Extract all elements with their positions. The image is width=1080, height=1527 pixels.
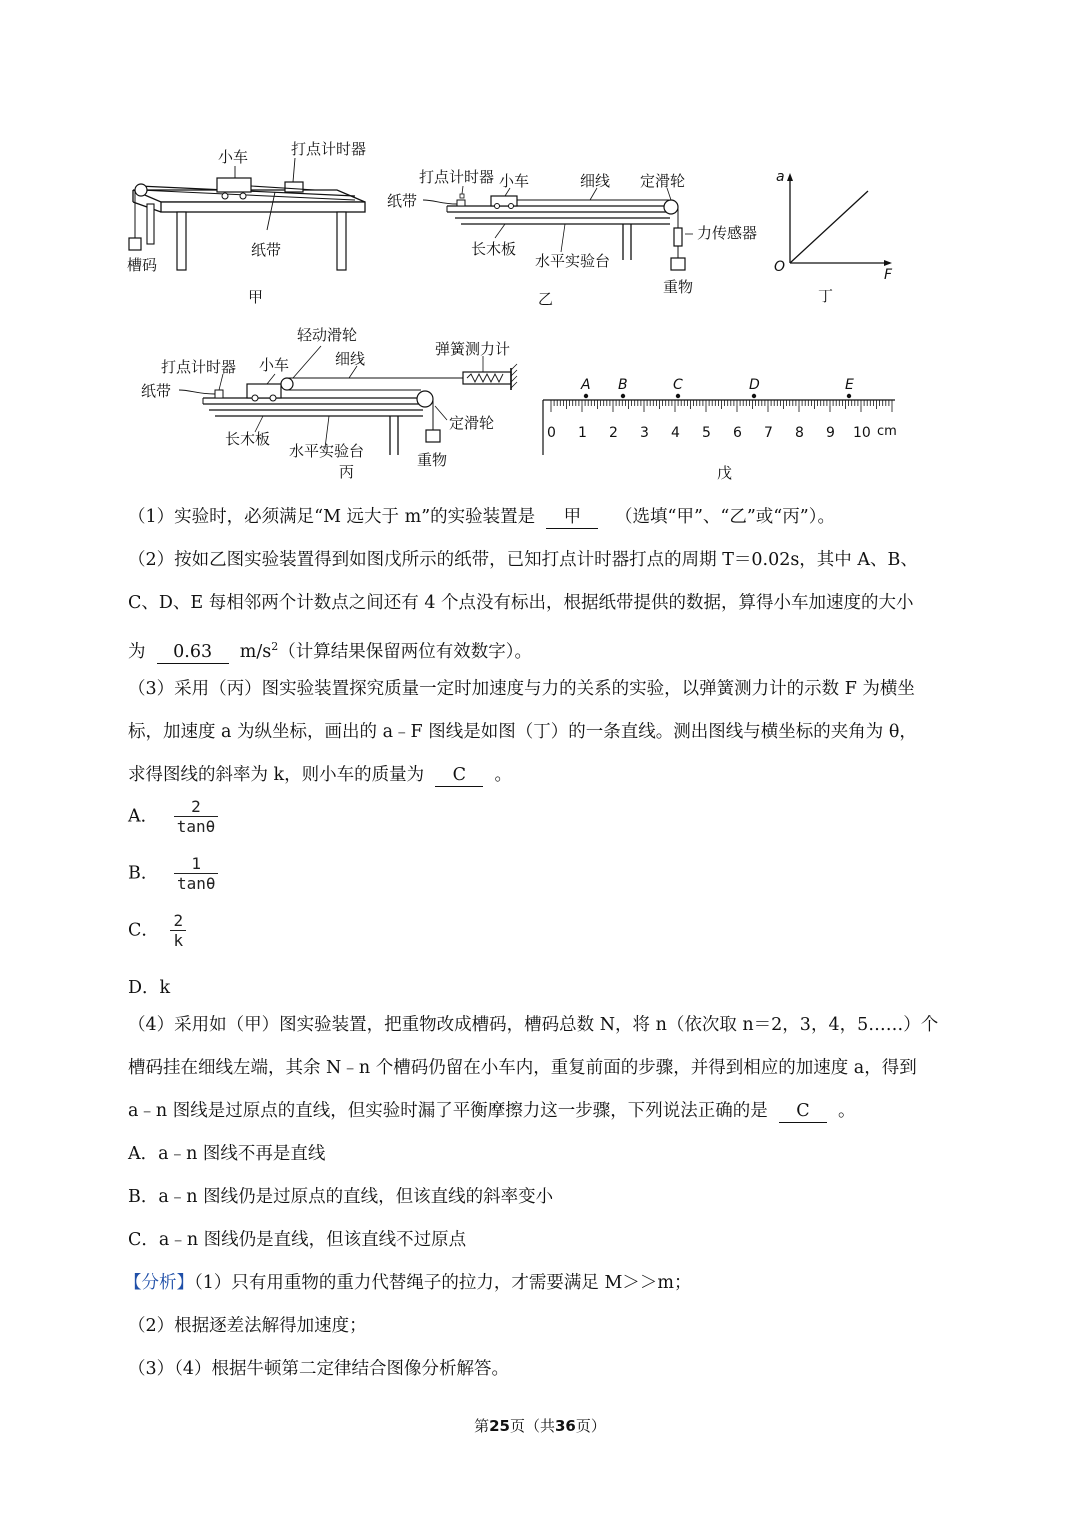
question-4	[124, 1004, 980, 1391]
label-string: 细线	[335, 350, 366, 368]
axis-f: F	[884, 267, 893, 283]
analysis-line-2: （2）根据逐差法解得加速度；	[128, 1316, 367, 1336]
q1-answer-blank: 甲	[546, 506, 598, 529]
point-label: E	[845, 377, 854, 393]
scale-label: 0	[547, 425, 556, 441]
q4-option: C．a﹣n 图线仍是直线，但该直线不过原点	[128, 1230, 467, 1250]
cart	[247, 384, 281, 398]
label-table: 水平实验台	[535, 252, 611, 270]
label-tape: 纸带	[387, 192, 418, 210]
q2-line-2: C、D、E 每相邻两个计数点之间还有 4 个点没有标出，根据纸带提供的数据，算得小车加速度的大小	[128, 593, 914, 613]
point-labels	[580, 377, 854, 393]
unit-label: cm	[877, 424, 897, 439]
q3-post: 。	[494, 765, 512, 785]
page-footer	[0, 1415, 1080, 1436]
option-3b	[128, 854, 218, 894]
label-table: 水平实验台	[289, 442, 365, 460]
label-tape: 纸带	[251, 241, 282, 259]
scale-label: 1	[578, 425, 587, 441]
weight	[426, 430, 440, 442]
q2-line-1: （2）按如乙图实验装置得到如图戊所示的纸带，已知打点计时器打点的周期 T＝0.02s，其中 A、B、	[128, 550, 918, 570]
question-1	[128, 496, 980, 539]
q4-option: A．a﹣n 图线不再是直线	[128, 1144, 326, 1164]
figure-ding	[770, 165, 910, 305]
q1-text: （1）实验时，必须满足“M 远大于 m”的实验装置是	[128, 507, 536, 527]
label-spring-scale: 弹簧测力计	[435, 340, 511, 358]
pulley	[135, 184, 147, 196]
table-leg	[337, 212, 346, 270]
q3-answer-blank: C	[435, 764, 483, 787]
option-3c	[128, 911, 186, 951]
figure-yi	[385, 160, 780, 310]
q2-answer-blank: 0.63	[157, 641, 229, 664]
scale-label: 8	[795, 425, 804, 441]
caption-ding: 丁	[818, 287, 834, 305]
option-label: D．	[128, 978, 160, 998]
label-pulley: 定滑轮	[640, 172, 686, 190]
label-timer: 打点计时器	[161, 358, 237, 376]
force-sensor	[674, 228, 682, 246]
numerator: 2	[173, 911, 184, 930]
label-cart: 小车	[499, 172, 530, 190]
caption-yi: 乙	[538, 290, 554, 308]
scale-label: 7	[764, 425, 773, 441]
option-3d	[128, 974, 170, 999]
timer	[215, 390, 223, 398]
label-timer: 打点计时器	[419, 168, 495, 186]
point-label: C	[673, 377, 683, 393]
label-board: 长木板	[225, 430, 271, 448]
label-pulley: 定滑轮	[449, 414, 495, 432]
label-cart: 小车	[259, 356, 290, 374]
q2-unit: m/s	[239, 641, 272, 662]
q3-line-2: 标，加速度 a 为纵坐标，画出的 a﹣F 图线是如图（丁）的一条直线。测出图线与横坐标的夹角为 θ，	[128, 722, 917, 742]
scale-label: 4	[671, 425, 680, 441]
axis-a: a	[776, 169, 785, 185]
q4-line-2: 槽码挂在细线左端，其余 N﹣n 个槽码仍留在小车内，重复前面的步骤，并得到相应的加速度 a，得到	[128, 1058, 917, 1078]
table-leg	[177, 212, 186, 270]
scale-label: 10	[853, 425, 871, 441]
numerator: 1	[191, 854, 202, 873]
option-label: B．	[128, 863, 159, 884]
q4-option: B．a﹣n 图线仍是过原点的直线，但该直线的斜率变小	[128, 1187, 554, 1207]
q3-line-1: （3）采用（丙）图实验装置探究质量一定时加速度与力的关系的实验，以弹簧测力计的示数 F 为横坐	[128, 679, 915, 699]
cart	[217, 178, 251, 192]
option-label: A．	[128, 806, 159, 827]
footer-pre: 第	[474, 1417, 490, 1435]
tape-dot	[621, 394, 625, 398]
q4-answer-blank: C	[779, 1100, 827, 1123]
label-weight: 重物	[663, 278, 694, 296]
scale-label: 3	[640, 425, 649, 441]
fraction	[174, 797, 219, 837]
q1-hint: （选填“甲”、“乙”或“丙”）。	[615, 507, 835, 527]
tape-dot	[584, 394, 588, 398]
point-label: B	[618, 377, 628, 393]
tape-dot	[752, 394, 756, 398]
analysis-line-3: （3）（4）根据牛顿第二定律结合图像分析解答。	[128, 1359, 510, 1379]
label-tape: 纸带	[141, 382, 172, 400]
point-label: A	[581, 377, 591, 393]
fraction	[174, 854, 219, 894]
q2-note: （计算结果保留两位有效数字）。	[278, 641, 533, 662]
figure-bing	[135, 320, 535, 485]
table-leg	[147, 204, 154, 244]
q4-post: 。	[838, 1101, 856, 1121]
weight	[671, 258, 685, 270]
tape-dot	[676, 394, 680, 398]
scale-label: 2	[609, 425, 618, 441]
pulley	[417, 391, 433, 407]
page-number: 25	[489, 1417, 510, 1435]
q4-line-1: （4）采用如（甲）图实验装置，把重物改成槽码，槽码总数 N，将 n（依次取 n＝2，3，4，5……）个	[128, 1015, 939, 1035]
a-f-line	[790, 191, 868, 263]
label-sensor: 力传感器	[697, 224, 758, 242]
numerator: 2	[191, 797, 201, 816]
denominator: tanθ	[174, 873, 219, 894]
scale-labels	[547, 424, 897, 441]
option-label: C．	[128, 920, 159, 941]
tape-dot	[847, 394, 851, 398]
point-label: D	[749, 377, 760, 393]
timer	[457, 200, 465, 206]
weights	[129, 238, 141, 250]
label-movable-pulley: 轻动滑轮	[297, 326, 358, 344]
page-total: 36	[555, 1417, 576, 1435]
label-string: 细线	[580, 172, 611, 190]
timer	[285, 182, 303, 192]
denominator: k	[170, 930, 186, 951]
label-timer: 打点计时器	[291, 140, 367, 158]
analysis-tag: 【分析】	[124, 1273, 194, 1293]
movable-pulley	[281, 378, 293, 390]
scale-label: 5	[702, 425, 711, 441]
question-3	[128, 668, 980, 797]
origin-o: O	[774, 259, 786, 275]
caption-wu: 戊	[717, 464, 733, 482]
q2-pre: 为	[128, 641, 146, 662]
footer-post: 页）	[575, 1417, 606, 1435]
fraction	[170, 911, 186, 951]
label-board: 长木板	[471, 240, 517, 258]
label-weight: 重物	[417, 451, 448, 469]
denominator: tanθ	[174, 816, 219, 837]
label-weights: 槽码	[127, 256, 158, 274]
caption-bing: 丙	[339, 463, 355, 481]
caption-jia: 甲	[248, 288, 264, 306]
q3-pre: 求得图线的斜率为 k，则小车的质量为	[128, 765, 425, 785]
table-edge	[161, 202, 365, 212]
label-cart: 小车	[218, 148, 249, 166]
pulley	[664, 200, 678, 214]
footer-mid: 页（共	[509, 1417, 555, 1435]
analysis-line-1: （1）只有用重物的重力代替绳子的拉力，才需要满足 M＞＞m；	[194, 1273, 692, 1293]
option-3a	[128, 797, 218, 837]
question-2	[128, 539, 980, 674]
option-text: k	[159, 978, 171, 998]
q4-pre: a﹣n 图线是过原点的直线，但实验时漏了平衡摩擦力这一步骤，下列说法正确的是	[128, 1101, 768, 1121]
ruler-ticks	[551, 400, 892, 412]
scale-label: 6	[733, 425, 742, 441]
figure-jia	[125, 130, 385, 310]
q2-unit-exp: 2	[271, 640, 279, 653]
figure-wu	[535, 365, 905, 485]
scale-label: 9	[826, 425, 835, 441]
